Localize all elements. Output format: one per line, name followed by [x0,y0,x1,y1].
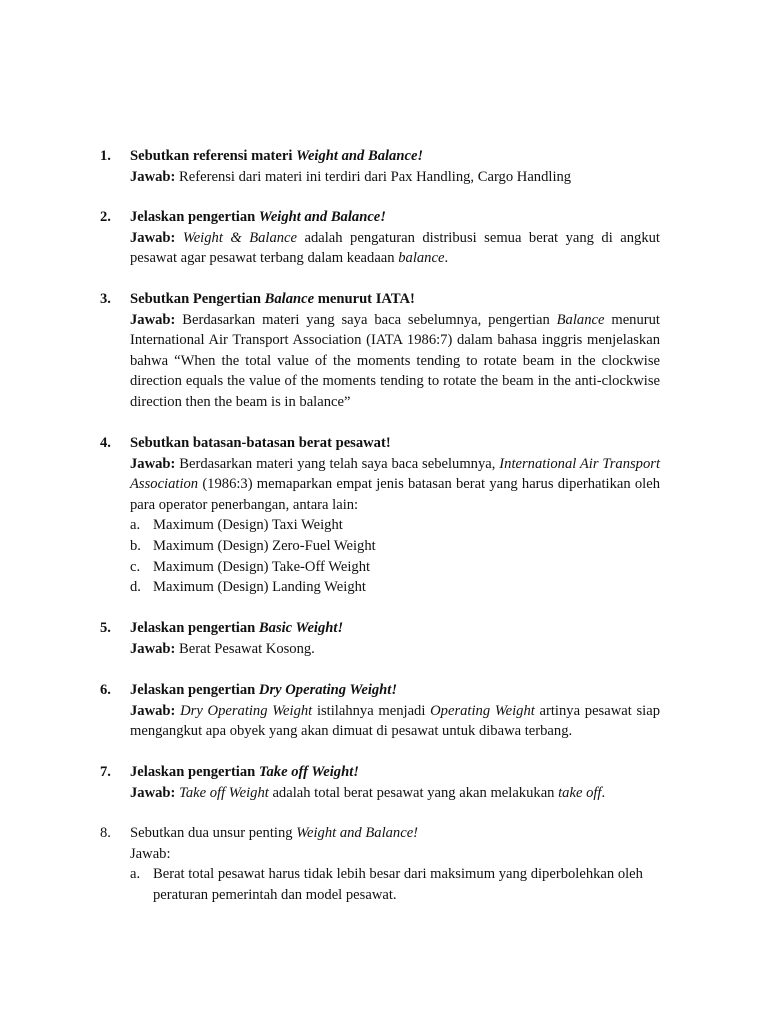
answer: Jawab: Berdasarkan materi yang telah saya baca sebelumnya, International Air Transport Association (1986:3) memaparkan empat jenis batasan berat yang harus diperhatikan oleh para operator penerbangan, antara lain: [130,455,661,513]
question-text: Sebutkan referensi materi Weight and Balance! [130,148,424,164]
answer: Jawab: Take off Weight adalah total berat pesawat yang akan melakukan take off. [130,784,606,801]
question-1 [100,146,660,187]
question-text: Sebutkan dua unsur penting Weight and Balance! [130,825,419,841]
question-number: 1. [100,148,111,164]
answer: Jawab: Berat Pesawat Kosong. [130,640,315,657]
question-3 [100,289,660,413]
question-text: Jelaskan pengertian Basic Weight! [130,620,344,636]
question-number: 3. [100,291,111,307]
question-number: 5. [100,620,111,636]
answer: Jawab: Dry Operating Weight istilahnya menjadi Operating Weight artinya pesawat siap mengangkut apa obyek yang akan dimuat di pesawat untuk dibawa terbang. [130,702,660,740]
list-item: b. Maximum (Design) Zero-Fuel Weight [130,537,376,554]
question-5 [100,618,660,659]
question-text: Sebutkan Pengertian Balance menurut IATA! [130,291,415,307]
question-8 [100,823,660,905]
question-7 [100,762,660,803]
question-text: Jelaskan pengertian Take off Weight! [130,764,359,780]
answer-label: Jawab: [130,845,171,862]
question-number: 7. [100,764,111,780]
answer: Jawab: Weight & Balance adalah pengaturan distribusi semua berat yang di angkut pesawat agar pesawat terbang dalam keadaan balance. [130,229,660,267]
list-item: d. Maximum (Design) Landing Weight [130,579,366,596]
answer: Jawab: Berdasarkan materi yang saya baca sebelumnya, pengertian Balance menurut International Air Transport Association (IATA 1986:7) dalam bahasa inggris menjelaskan bahwa “When the total value of the moments tending to rotate beam in the clockwise direction equals the value of the moments tending to rotate the beam in the anti-clockwise direction then the beam is in balance” [130,311,660,410]
question-text: Sebutkan batasan-batasan berat pesawat! [130,435,391,451]
question-number: 2. [100,209,111,225]
question-number: 6. [100,682,111,698]
question-number: 4. [100,435,111,451]
question-text: Jelaskan pengertian Weight and Balance! [130,209,386,225]
list-item: c. Maximum (Design) Take-Off Weight [130,558,371,575]
list-item: a. Maximum (Design) Taxi Weight [130,517,343,534]
list-item: a. Berat total pesawat harus tidak lebih besar dari maksimum yang diperbolehkan oleh peraturan pemerintah dan model pesawat. [130,866,643,903]
answer: Jawab: Referensi dari materi ini terdiri dari Pax Handling, Cargo Handling [130,168,572,185]
question-4 [100,433,660,598]
question-number: 8. [100,825,111,841]
question-text: Jelaskan pengertian Dry Operating Weight! [130,682,398,698]
question-6 [100,680,660,742]
question-2 [100,207,660,269]
